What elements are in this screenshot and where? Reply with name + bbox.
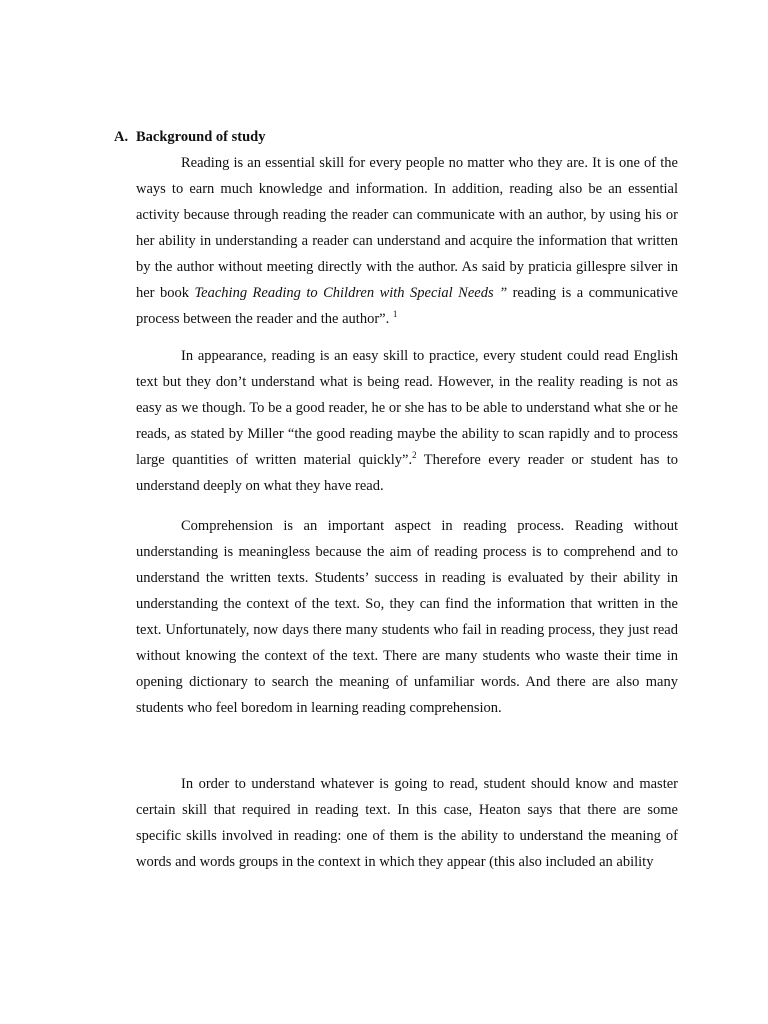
paragraph-1-text-b: reading is a communicative process between the reader and the author”. — [136, 285, 678, 327]
paragraph-2-text-a: In appearance, reading is an easy skill to practice, every student could read English text but they don’t understand what is being read. However, in the reality reading is not as easy as we though. To be a good reader, he or she has to be able to understand what she or he reads, as stated by Miller “the good reading maybe the ability to scan rapidly and to process large quantities of written material quickly”. — [136, 348, 678, 468]
section-heading — [114, 127, 265, 147]
paragraph-3-text: Comprehension is an important aspect in reading process. Reading without understanding is meaningless because the aim of reading process is to comprehend and to understand the written texts. Students’ success in reading is evaluated by their ability in understanding the context of the text. So, they can find the information that written in the text. Unfortunately, now days there many students who fail in reading process, they just read without knowing the context of the text. There are many students who waste their time in opening dictionary to search the meaning of unfamiliar words. And there are also many students who feel boredom in learning reading comprehension. — [136, 518, 678, 716]
footnote-marker-1: 1 — [392, 309, 398, 320]
paragraph-1 — [136, 150, 678, 332]
paragraph-2-text-b: Therefore every reader or student has to understand deeply on what they have read. — [136, 452, 678, 494]
paragraph-4 — [136, 771, 678, 875]
footnote-marker-2: 2 — [412, 450, 417, 461]
paragraph-2 — [136, 343, 678, 499]
book-title: Teaching Reading to Children with Special Needs ” — [194, 285, 508, 301]
paragraph-4-text: In order to understand whatever is going to read, student should know and master certain skill that required in reading text. In this case, Heaton says that there are some specific skills involved in reading: one of them is the ability to understand the meaning of words and words groups in the context in which they appear (this also included an ability — [136, 776, 678, 870]
section-title: Background of study — [136, 129, 266, 145]
section-marker: A. — [114, 129, 129, 145]
paragraph-1-text-a: Reading is an essential skill for every people no matter who they are. It is one of the ways to earn much knowledge and information. In addition, reading also be an essential activity because through reading the reader can communicate with an author, by using his or her ability in understanding a reader can understand and acquire the information that written by the author without meeting directly with the author. As said by praticia gillespre silver in her book — [136, 155, 678, 301]
paragraph-3 — [136, 513, 678, 721]
